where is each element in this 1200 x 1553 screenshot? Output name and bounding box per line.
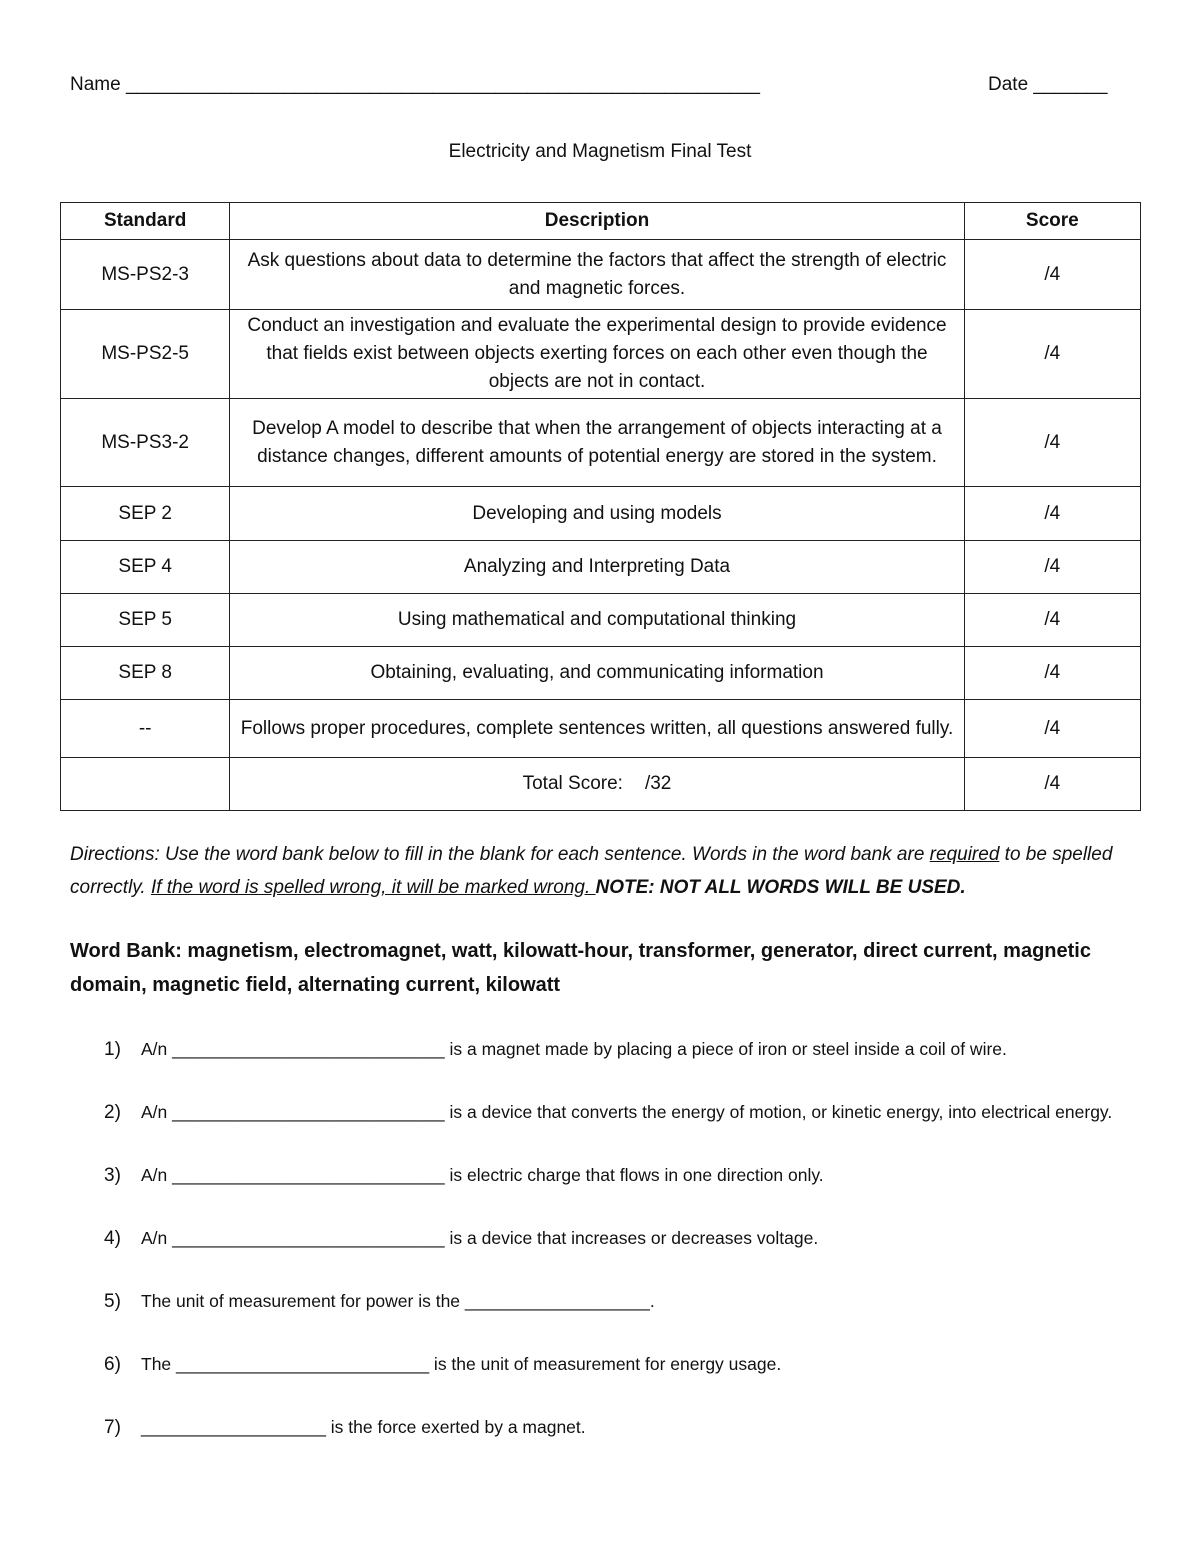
question-item[interactable]: [100, 1223, 1130, 1254]
question-number: 2): [104, 1102, 121, 1123]
question-item[interactable]: [100, 1412, 1130, 1443]
word-bank: Word Bank: magnetism, electromagnet, watt, kilowatt-hour, transformer, generator, direct current, magnetic domain, magnetic field, alternating current, kilowatt: [70, 940, 1091, 996]
question-number: 5): [104, 1291, 121, 1312]
table-row: [61, 240, 1141, 310]
directions-note: NOTE: NOT ALL WORDS WILL BE USED.: [595, 877, 966, 898]
score-cell: /4: [964, 487, 1140, 541]
table-row: [61, 399, 1141, 487]
question-text: A/n ____________________________ is electric charge that flows in one direction only.: [141, 1165, 824, 1185]
total-score-value: /32: [644, 773, 672, 794]
description-cell: Develop A model to describe that when the arrangement of objects interacting at a distance changes, different amounts of potential energy are stored in the system.: [230, 399, 964, 487]
table-row: [61, 700, 1141, 758]
scoring-table: [60, 202, 1141, 811]
question-number: 1): [104, 1039, 121, 1060]
question-text: The unit of measurement for power is the ___________________.: [141, 1291, 655, 1311]
description-cell: Obtaining, evaluating, and communicating information: [230, 647, 964, 700]
score-cell: /4: [964, 700, 1140, 758]
question-item[interactable]: [100, 1034, 1130, 1065]
name-label: Name: [70, 74, 121, 95]
score-cell: /4: [964, 758, 1140, 811]
question-item[interactable]: [100, 1160, 1130, 1191]
question-text: A/n ____________________________ is a device that converts the energy of motion, or kinetic energy, into electrical energy.: [141, 1102, 1113, 1122]
question-number: 7): [104, 1417, 121, 1438]
description-cell: Follows proper procedures, complete sentences written, all questions answered fully.: [230, 700, 964, 758]
question-number: 6): [104, 1354, 121, 1375]
header-standard: Standard: [61, 203, 230, 240]
standard-cell: SEP 2: [61, 487, 230, 541]
standard-cell: MS-PS2-5: [61, 310, 230, 399]
score-cell: /4: [964, 594, 1140, 647]
question-text: A/n ____________________________ is a device that increases or decreases voltage.: [141, 1228, 819, 1248]
header-score: Score: [964, 203, 1140, 240]
score-cell: /4: [964, 240, 1140, 310]
standard-cell: SEP 8: [61, 647, 230, 700]
date-blank[interactable]: _______: [1033, 74, 1108, 95]
question-item[interactable]: [100, 1349, 1130, 1380]
directions-warning: If the word is spelled wrong, it will be marked wrong.: [150, 877, 596, 898]
table-row: [61, 647, 1141, 700]
directions: [70, 838, 1140, 904]
question-list: [100, 1034, 1130, 1475]
question-number: 4): [104, 1228, 121, 1249]
standard-cell: [61, 758, 230, 811]
directions-text: Directions: Use the word bank below to fill in the blank for each sentence. Words in the word bank are: [70, 844, 930, 865]
directions-text-2: to be spelled correctly.: [70, 844, 1113, 898]
question-text: A/n ____________________________ is a magnet made by placing a piece of iron or steel inside a coil of wire.: [141, 1039, 1007, 1059]
table-row: [61, 310, 1141, 399]
standard-cell: MS-PS3-2: [61, 399, 230, 487]
question-text: ___________________ is the force exerted by a magnet.: [141, 1417, 586, 1437]
score-cell: /4: [964, 647, 1140, 700]
question-number: 3): [104, 1165, 121, 1186]
description-cell: Ask questions about data to determine the factors that affect the strength of electric and magnetic forces.: [230, 240, 964, 310]
score-cell: /4: [964, 399, 1140, 487]
question-item[interactable]: [100, 1097, 1130, 1128]
date-field[interactable]: [988, 74, 1107, 96]
standard-cell: --: [61, 700, 230, 758]
standard-cell: SEP 5: [61, 594, 230, 647]
question-text: The __________________________ is the unit of measurement for energy usage.: [141, 1354, 782, 1374]
table-row: [61, 487, 1141, 541]
description-cell: Using mathematical and computational thinking: [230, 594, 964, 647]
name-blank[interactable]: ____________________________________________________________: [125, 74, 760, 95]
table-row: [61, 541, 1141, 594]
description-cell: Developing and using models: [230, 487, 964, 541]
description-cell: Conduct an investigation and evaluate the experimental design to provide evidence that fields exist between objects exerting forces on each other even though the objects are not in contact.: [230, 310, 964, 399]
total-score-label: Total Score:: [522, 773, 623, 794]
question-item[interactable]: [100, 1286, 1130, 1317]
total-score-cell: [230, 758, 964, 811]
name-field[interactable]: [70, 74, 760, 96]
standard-cell: MS-PS2-3: [61, 240, 230, 310]
table-header-row: [61, 203, 1141, 240]
standard-cell: SEP 4: [61, 541, 230, 594]
description-cell: Analyzing and Interpreting Data: [230, 541, 964, 594]
table-row: [61, 594, 1141, 647]
header-description: Description: [230, 203, 964, 240]
page-title: Electricity and Magnetism Final Test: [448, 141, 752, 162]
total-row: [61, 758, 1141, 811]
directions-required: required: [929, 844, 1000, 865]
date-label: Date: [988, 74, 1029, 95]
score-cell: /4: [964, 541, 1140, 594]
score-cell: /4: [964, 310, 1140, 399]
